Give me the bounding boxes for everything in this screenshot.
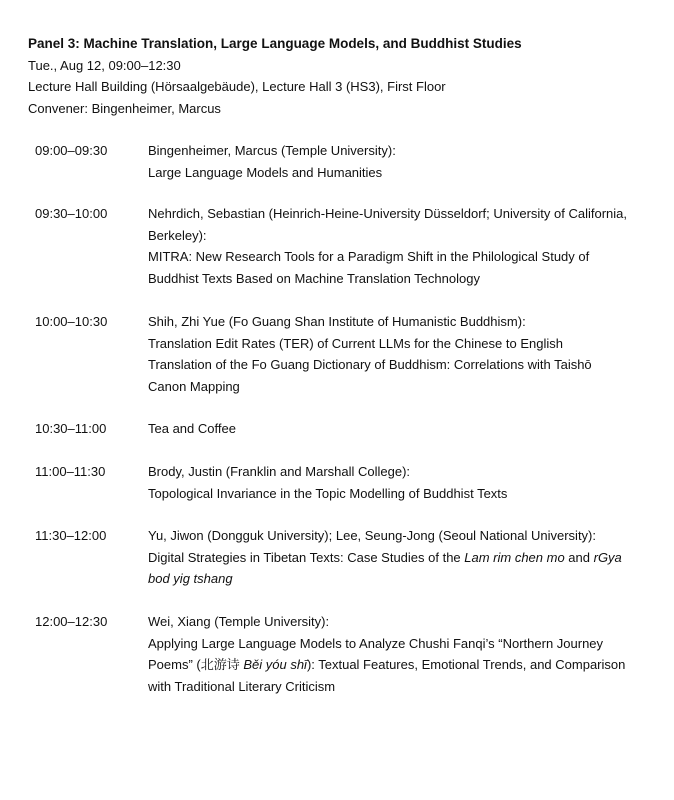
- session-content: [148, 311, 630, 397]
- session-time: 09:30–10:00: [35, 206, 108, 221]
- session-content: [148, 203, 630, 289]
- session-speaker: Bingenheimer, Marcus (Temple University):: [148, 143, 396, 158]
- session-talk-title: Topological Invariance in the Topic Modelling of Buddhist Texts: [148, 485, 508, 501]
- session-content: [148, 418, 630, 440]
- session-talk-title: [148, 633, 630, 698]
- session-speaker: Brody, Justin (Franklin and Marshall College):: [148, 464, 411, 479]
- session-talk-title: Translation Edit Rates (TER) of Current LLMs for the Chinese to English Translation of the Fo Guang Dictionary of Buddhism: Correlations with Taishō Canon Mapping: [148, 335, 592, 394]
- session-time: 09:00–09:30: [35, 143, 108, 158]
- session-content: [148, 461, 630, 504]
- session-content: [148, 611, 630, 697]
- session-speaker: Shih, Zhi Yue (Fo Guang Shan Institute of Humanistic Buddhism):: [148, 314, 526, 329]
- session-break-label: Tea and Coffee: [148, 421, 236, 436]
- talk-title-italic: Lam rim chen mo: [464, 549, 565, 565]
- talk-title-text: ): Textual Features, Emotional Trends, and Comparison with Traditional Literary Criticism: [148, 657, 626, 694]
- session-time: 11:00–11:30: [35, 464, 106, 479]
- panel-date: Tue., Aug 12, 09:00–12:30: [28, 57, 181, 73]
- session-time: 10:30–11:00: [35, 421, 107, 436]
- session-time: 12:00–12:30: [35, 614, 108, 629]
- session-content: [148, 525, 630, 590]
- session-talk-title: MITRA: New Research Tools for a Paradigm Shift in the Philological Study of Buddhist Texts Based on Machine Translation Technology: [148, 249, 590, 286]
- session-speaker: Yu, Jiwon (Dongguk University); Lee, Seung-Jong (Seoul National University):: [148, 528, 596, 543]
- session-speaker: Nehrdich, Sebastian (Heinrich-Heine-University Düsseldorf; University of California, Berkeley):: [148, 206, 628, 243]
- talk-title-italic: Běi yóu shī: [243, 657, 307, 672]
- panel-convener: Convener: Bingenheimer, Marcus: [28, 100, 221, 116]
- session-time: 11:30–12:00: [35, 528, 107, 543]
- panel-header: [28, 33, 664, 119]
- talk-title-italic: rGya bod yig tshang: [148, 549, 622, 586]
- panel-location: Lecture Hall Building (Hörsaalgebäude), Lecture Hall 3 (HS3), First Floor: [28, 79, 446, 94]
- talk-title-text: and: [564, 549, 594, 565]
- session-content: [148, 140, 630, 183]
- panel-title: Panel 3: Machine Translation, Large Language Models, and Buddhist Studies: [28, 36, 522, 51]
- session-talk-title: [148, 547, 630, 590]
- talk-title-text: Digital Strategies in Tibetan Texts: Case Studies of the: [148, 549, 465, 565]
- talk-title-text: Applying Large Language Models to Analyze Chushi Fanqi’s “Northern Journey Poems” (北游诗: [148, 635, 604, 672]
- session-talk-title: Large Language Models and Humanities: [148, 164, 383, 180]
- session-speaker: Wei, Xiang (Temple University):: [148, 614, 330, 629]
- session-time: 10:00–10:30: [35, 314, 108, 329]
